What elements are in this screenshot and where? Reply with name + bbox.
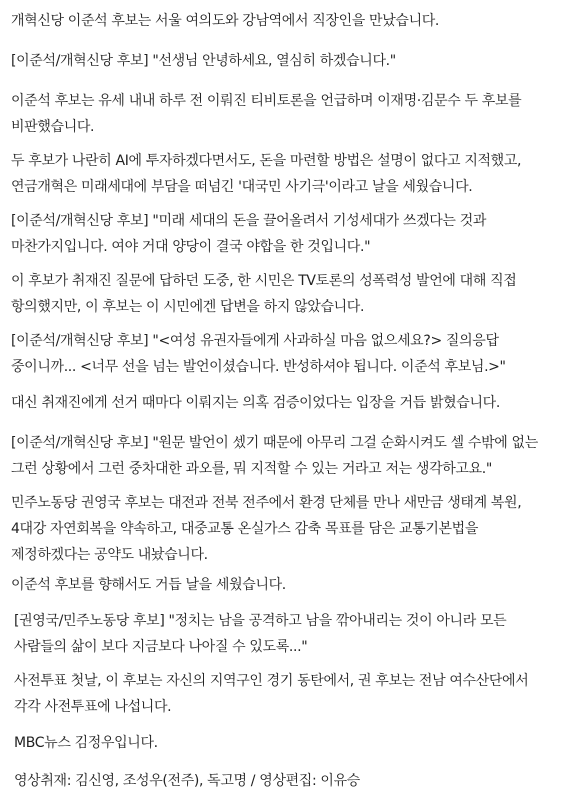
article-paragraph: [이준석/개혁신당 후보] "<여성 유권자들에게 사과하실 마음 없으세요?> 질의응답 중이니까... <너무 선을 넘는 발언이셨습니다. 반성하셔야 됩니다. 이준석 후보님.>" (11, 333, 506, 375)
article-paragraph: MBC뉴스 김정우입니다. (14, 735, 158, 751)
article-paragraph: 이준석 후보는 유세 내내 하루 전 이뤄진 티비토론을 언급하며 이재명·김문수 두 후보를 비판했습니다. (11, 93, 522, 135)
article-paragraph: 이준석 후보를 향해서도 거듭 날을 세웠습니다. (11, 577, 286, 593)
article-paragraph: 개혁신당 이준석 후보는 서울 여의도와 강남역에서 직장인을 만났습니다. (11, 13, 440, 29)
article-paragraph: [이준석/개혁신당 후보] "원문 발언이 셌기 때문에 아무리 그걸 순화시켜도 셀 수밖에 없는 그런 상황에서 그런 중차대한 과오를, 뭐 지적할 수 있는 거라고 저는 생각하고요." (11, 435, 538, 477)
credits: 영상취재: 김신영, 조성우(전주), 독고명 / 영상편집: 이유승 (14, 773, 360, 789)
article-paragraph: 사전투표 첫날, 이 후보는 자신의 지역구인 경기 동탄에서, 권 후보는 전남 여수산단에서 각각 사전투표에 나섭니다. (14, 673, 529, 715)
article-paragraph: [권영국/민주노동당 후보] "정치는 남을 공격하고 남을 깎아내리는 것이 아니라 모든 사람들의 삶이 보다 지금보다 나아질 수 있도록..." (14, 613, 507, 655)
article-paragraph: 두 후보가 나란히 AI에 투자하겠다면서도, 돈을 마련할 방법은 설명이 없다고 지적했고, 연금개혁은 미래세대에 부담을 떠넘긴 '대국민 사기극'이라고 날을 세웠습니다. (11, 153, 522, 195)
article-paragraph: 대신 취재진에게 선거 때마다 이뤄지는 의혹 검증이었다는 입장을 거듭 밝혔습니다. (11, 395, 500, 411)
article-paragraph: [이준석/개혁신당 후보] "선생님 안녕하세요, 열심히 하겠습니다." (11, 53, 396, 69)
article-paragraph: 이 후보가 취재진 질문에 답하던 도중, 한 시민은 TV토론의 성폭력성 발언에 대해 직접 항의했지만, 이 후보는 이 시민에겐 답변을 하지 않았습니다. (11, 273, 517, 315)
article-paragraph: 민주노동당 권영국 후보는 대전과 전북 전주에서 환경 단체를 만나 새만금 생태계 복원, 4대강 자연회복을 약속하고, 대중교통 온실가스 감축 목표를 담은 교통기본법을 제정하겠다는 공약도 내놨습니다. (11, 495, 522, 563)
article-paragraph: [이준석/개혁신당 후보] "미래 세대의 돈을 끌어올려서 기성세대가 쓰겠다는 것과 마찬가지입니다. 여야 거대 양당이 결국 야합을 한 것입니다." (11, 213, 487, 255)
